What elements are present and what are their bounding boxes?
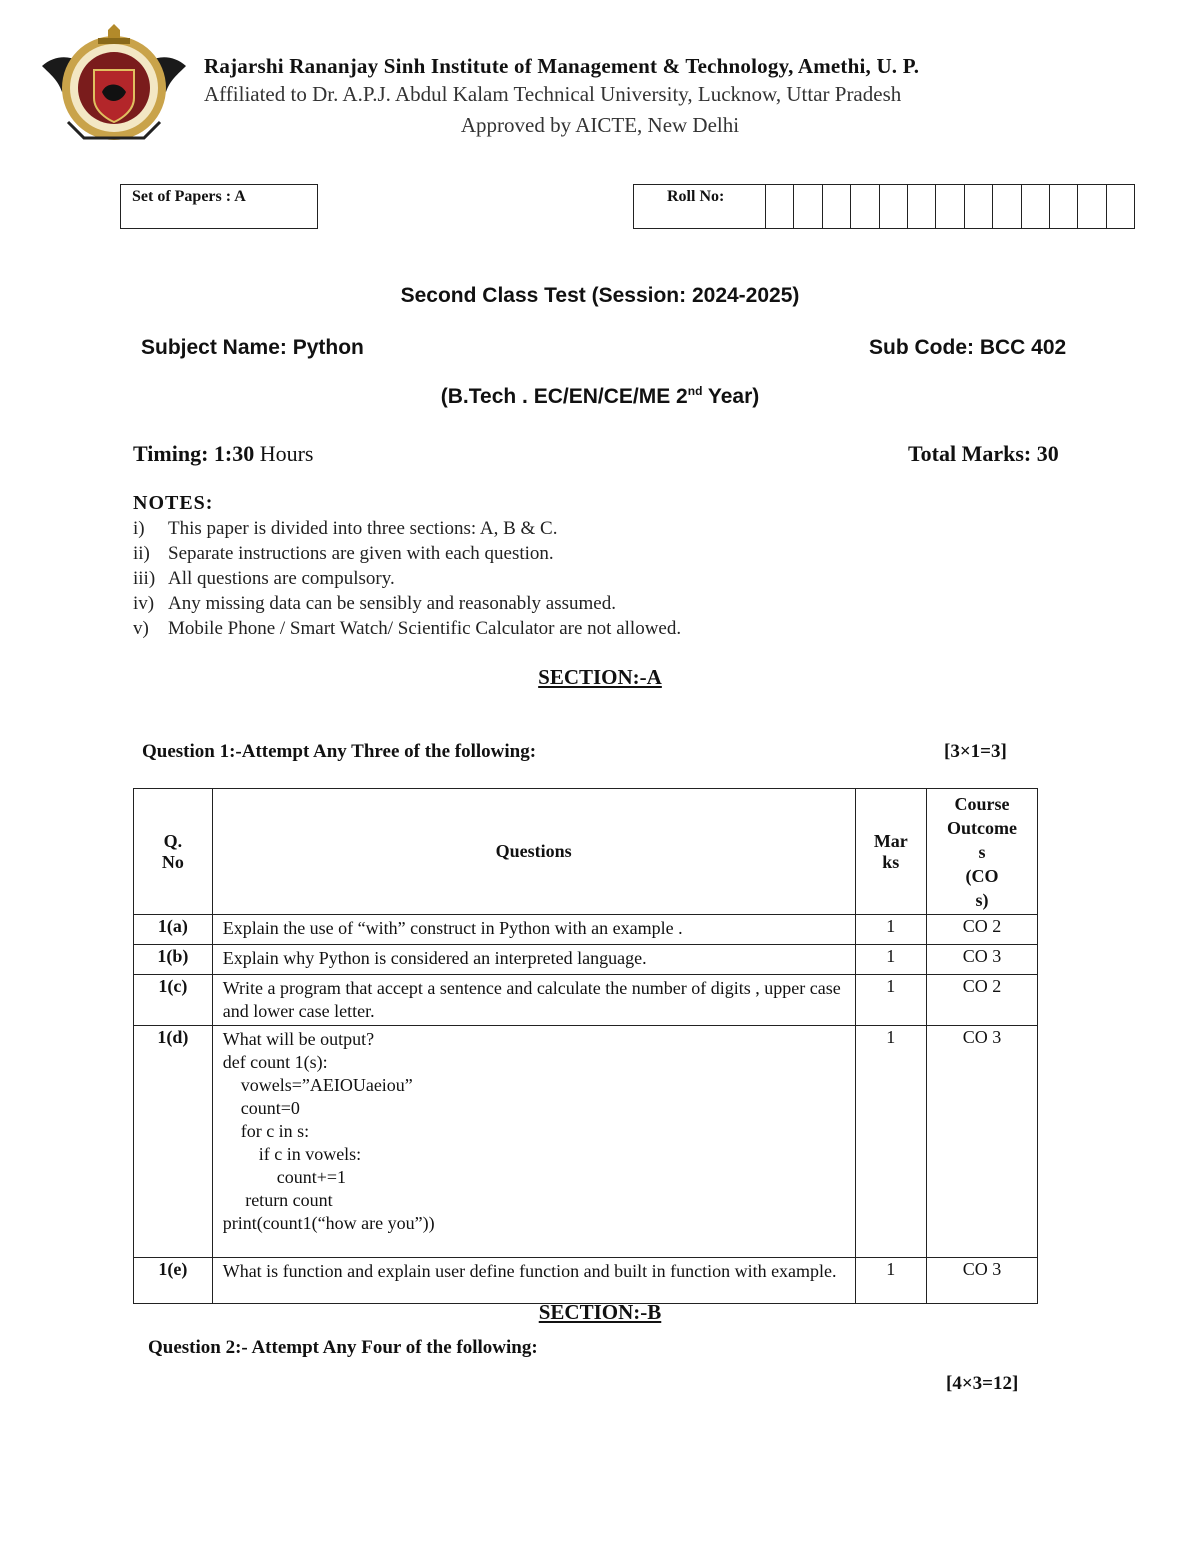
note-item xyxy=(133,543,554,565)
marks-cell: 1 xyxy=(855,975,926,1026)
co-cell: CO 2 xyxy=(926,915,1037,945)
question-cell: Write a program that accept a sentence and calculate the number of digits , upper case and lower case letter. xyxy=(212,975,855,1026)
total-marks: Total Marks: 30 xyxy=(908,441,1059,466)
marks-cell: 1 xyxy=(855,915,926,945)
code-snippet: What will be output? def count 1(s): vowels=”AEIOUaeiou” count=0 for c in s: if c in vowels: count+=1 return count print(count1(“how are you”)) xyxy=(222,1029,435,1233)
roll-digit-cell[interactable] xyxy=(1050,185,1078,228)
questions-table xyxy=(133,788,1038,1304)
set-of-papers-box xyxy=(120,184,318,229)
note-text: This paper is divided into three sections: A, B & C. xyxy=(168,518,558,539)
table-row xyxy=(134,975,1038,1026)
table-row xyxy=(134,945,1038,975)
co-cell: CO 3 xyxy=(926,945,1037,975)
roll-digit-cell[interactable] xyxy=(1078,185,1106,228)
roll-digit-cell[interactable] xyxy=(936,185,964,228)
section-b-title: SECTION:-B xyxy=(538,1300,662,1324)
question-cell: Explain why Python is considered an interpreted language. xyxy=(212,945,855,975)
note-text: Any missing data can be sensibly and reasonably assumed. xyxy=(168,593,616,614)
note-item xyxy=(133,593,616,615)
qno-cell: 1(e) xyxy=(134,1258,213,1304)
qno-cell: 1(c) xyxy=(134,975,213,1026)
header-course-outcomes: Course Outcome s (CO s) xyxy=(926,789,1037,915)
question-2-marks: [4×3=12] xyxy=(946,1373,1019,1394)
institute-name: Rajarshi Rananjay Sinh Institute of Management & Technology, Amethi, U. P. xyxy=(204,54,920,78)
subject-code: Sub Code: BCC 402 xyxy=(869,336,1067,359)
question-2-instruction: Question 2:- Attempt Any Four of the following: xyxy=(148,1337,538,1358)
course-year xyxy=(0,384,1200,409)
marks-cell: 1 xyxy=(855,1258,926,1304)
roll-digit-cell[interactable] xyxy=(766,185,794,228)
subject-name: Subject Name: Python xyxy=(141,336,364,359)
question-cell xyxy=(212,1026,855,1258)
table-row xyxy=(134,1258,1038,1304)
test-title: Second Class Test (Session: 2024-2025) xyxy=(400,284,800,307)
roll-number-box xyxy=(633,184,1135,229)
roll-digit-cell[interactable] xyxy=(965,185,993,228)
roll-no-label: Roll No: xyxy=(667,188,725,205)
qno-cell: 1(b) xyxy=(134,945,213,975)
note-number: v) xyxy=(133,618,149,639)
timing-unit: Hours xyxy=(254,441,314,466)
note-item xyxy=(133,568,395,590)
header-questions: Questions xyxy=(212,789,855,915)
timing xyxy=(133,441,314,467)
question-cell: Explain the use of “with” construct in Python with an example . xyxy=(212,915,855,945)
note-item xyxy=(133,518,557,540)
question-cell: What is function and explain user define function and built in function with example. xyxy=(212,1258,855,1304)
roll-digit-cell[interactable] xyxy=(993,185,1021,228)
section-a-title: SECTION:-A xyxy=(538,665,662,689)
note-number: iv) xyxy=(133,593,155,614)
marks-cell: 1 xyxy=(855,1026,926,1258)
header-marks: Mar ks xyxy=(855,789,926,915)
set-of-papers-label: Set of Papers : A xyxy=(132,188,246,205)
roll-digit-cell[interactable] xyxy=(823,185,851,228)
roll-digit-cell[interactable] xyxy=(1022,185,1050,228)
table-row xyxy=(134,1026,1038,1258)
note-text: All questions are compulsory. xyxy=(168,568,395,589)
roll-digit-cell[interactable] xyxy=(1107,185,1134,228)
roll-digit-cell[interactable] xyxy=(908,185,936,228)
note-text: Separate instructions are given with each question. xyxy=(168,543,554,564)
course-year-prefix: (B.Tech . EC/EN/CE/ME 2 xyxy=(440,385,688,408)
table-header-row xyxy=(134,789,1038,915)
affiliation-line: Affiliated to Dr. A.P.J. Abdul Kalam Technical University, Lucknow, Uttar Pradesh xyxy=(204,82,902,106)
roll-digit-cell[interactable] xyxy=(794,185,822,228)
question-1-instruction: Question 1:-Attempt Any Three of the following: xyxy=(142,741,537,762)
course-year-suffix: Year) xyxy=(702,385,760,408)
note-number: ii) xyxy=(133,543,150,564)
approval-line: Approved by AICTE, New Delhi xyxy=(460,113,740,137)
qno-cell: 1(a) xyxy=(134,915,213,945)
roll-digit-cell[interactable] xyxy=(851,185,879,228)
roll-digit-cell[interactable] xyxy=(880,185,908,228)
header-qno: Q. No xyxy=(134,789,213,915)
note-item xyxy=(133,618,681,640)
question-1-marks: [3×1=3] xyxy=(944,741,1007,762)
co-cell: CO 2 xyxy=(926,975,1037,1026)
note-text: Mobile Phone / Smart Watch/ Scientific Calculator are not allowed. xyxy=(168,618,682,639)
qno-cell: 1(d) xyxy=(134,1026,213,1258)
notes-heading: NOTES: xyxy=(133,492,214,514)
course-year-sup: nd xyxy=(687,384,703,398)
marks-cell: 1 xyxy=(855,945,926,975)
co-cell: CO 3 xyxy=(926,1258,1037,1304)
note-number: iii) xyxy=(133,568,156,589)
roll-no-label-cell xyxy=(634,185,766,228)
note-number: i) xyxy=(133,518,145,539)
table-row xyxy=(134,915,1038,945)
timing-label: Timing: 1:30 xyxy=(133,441,255,466)
co-cell: CO 3 xyxy=(926,1026,1037,1258)
